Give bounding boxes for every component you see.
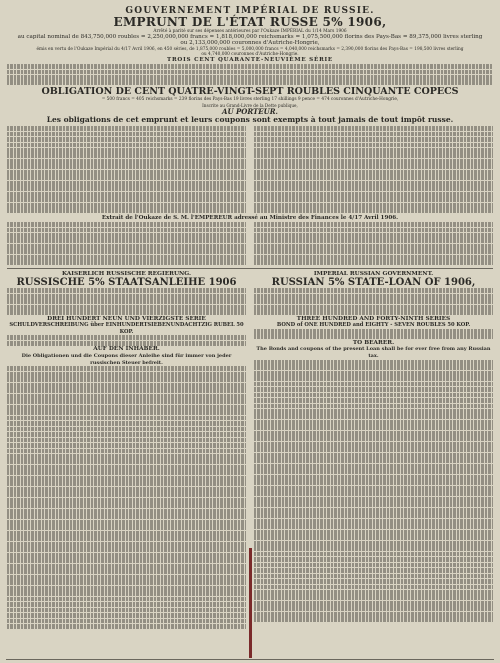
exempt-fr: Les obligations de cet emprunt et leurs coupons sont exempts à tout jamais de tout impôt russe. — [46, 114, 454, 124]
german-loan: RUSSISCHE 5% STAATSANLEIHE 1906 — [16, 277, 237, 289]
english-bond: BOND of ONE HUNDRED and EIGHTY - SEVEN ROUBLES 50 KOP. — [276, 322, 471, 329]
english-exempt: The Bonds and coupons of the present Loan shall be for ever free from any Russian tax. — [256, 346, 491, 360]
series-fr: TROIS CENT QUARANTE-NEUVIÈME SÉRIE — [166, 57, 333, 64]
loan-title-fr: EMPRUNT DE L'ÉTAT RUSSE 5% 1906, — [113, 15, 387, 29]
french-text-left — [7, 126, 246, 214]
oukaze-line: émis en vertu de l'Oukaze Impérial du 4/17 Avril 1906, en 450 séries, de 1,875,000 roubles = 5,000,000 francs = 4,040,000 reichsmarks = 2,390,000 florins des Pays-Bas = 198,500 livres sterling — [36, 46, 464, 52]
german-series: DREI HUNDERT NEUN UND VIERZIGSTE SERIE — [47, 315, 206, 322]
ribbon-seal — [249, 548, 252, 658]
english-loan: RUSSIAN 5% STATE-LOAN OF 1906, — [271, 277, 476, 289]
intro-paragraph — [7, 64, 493, 85]
capital-line-2: ou 2,133,000,000 couronnes d'Autriche-Hongrie, — [180, 40, 320, 47]
german-porteur: AUF DEN INHABER. — [93, 346, 160, 353]
extract-fr: Extrait de l'Oukaze de S. M. l'EMPEREUR adressé au Ministre des Finances le 4/17 Avril 1906. — [101, 214, 399, 221]
decree-line: Arrêté à parité sur ses dépenses antérieures par l'Oukaze IMPÉRIAL du 1/14 Mars 1906 — [153, 29, 347, 34]
obligation-values: = 500 francs = 405 reichsmarks = 239 florins des Pays-Bas 19 livres sterling 17 shillings 9 pence = 474 couronnes d'Autriche-Hongrie, — [101, 97, 399, 103]
oukaze-line-2: ou 4,740,000 couronnes d'Autriche-Hongrie. — [201, 51, 299, 57]
german-section — [7, 271, 246, 630]
english-porteur: TO BEARER. — [352, 339, 395, 346]
inscrit-line: Inscrite au Grand-Livre de la Dette publique, — [202, 102, 298, 108]
porteur-fr: AU PORTEUR. — [222, 106, 278, 116]
english-section — [254, 271, 493, 630]
gov-title-fr: GOUVERNEMENT IMPÉRIAL DE RUSSIE. — [125, 6, 375, 16]
german-bond: SCHULDVERSCHREIBUNG über EINHUNDERTSIEBENUNDACHTZIG RUBEL 50 KOP. — [9, 322, 244, 335]
german-exempt: Die Obligationen und die Coupons dieser Anleihe sind für immer von jeder russischen Steuer befreit. — [21, 353, 232, 366]
bottom-border — [6, 659, 494, 660]
german-body — [7, 366, 246, 629]
german-title: KAISERLICH RUSSISCHE REGIERUNG. — [61, 270, 192, 277]
capital-line: au capital nominal de 843,750,000 roubles = 2,250,000,000 francs = 1,818,000,000 reichsmarks = 1,075,500,000 florins des Pays-Bas = 89,375,000 livres sterling — [17, 34, 483, 41]
english-title: IMPERIAL RUSSIAN GOVERNMENT. — [313, 270, 434, 277]
extract-right — [254, 222, 493, 266]
french-text-right — [254, 126, 493, 214]
extract-left — [7, 222, 246, 266]
section-divider — [7, 268, 493, 269]
obligation-fr: OBLIGATION DE CENT QUATRE-VINGT-SEPT ROUBLES CINQUANTE COPECS — [41, 86, 459, 98]
english-series: THREE HUNDRED AND FORTY-NINTH SERIES — [296, 315, 451, 322]
english-body — [254, 360, 493, 623]
